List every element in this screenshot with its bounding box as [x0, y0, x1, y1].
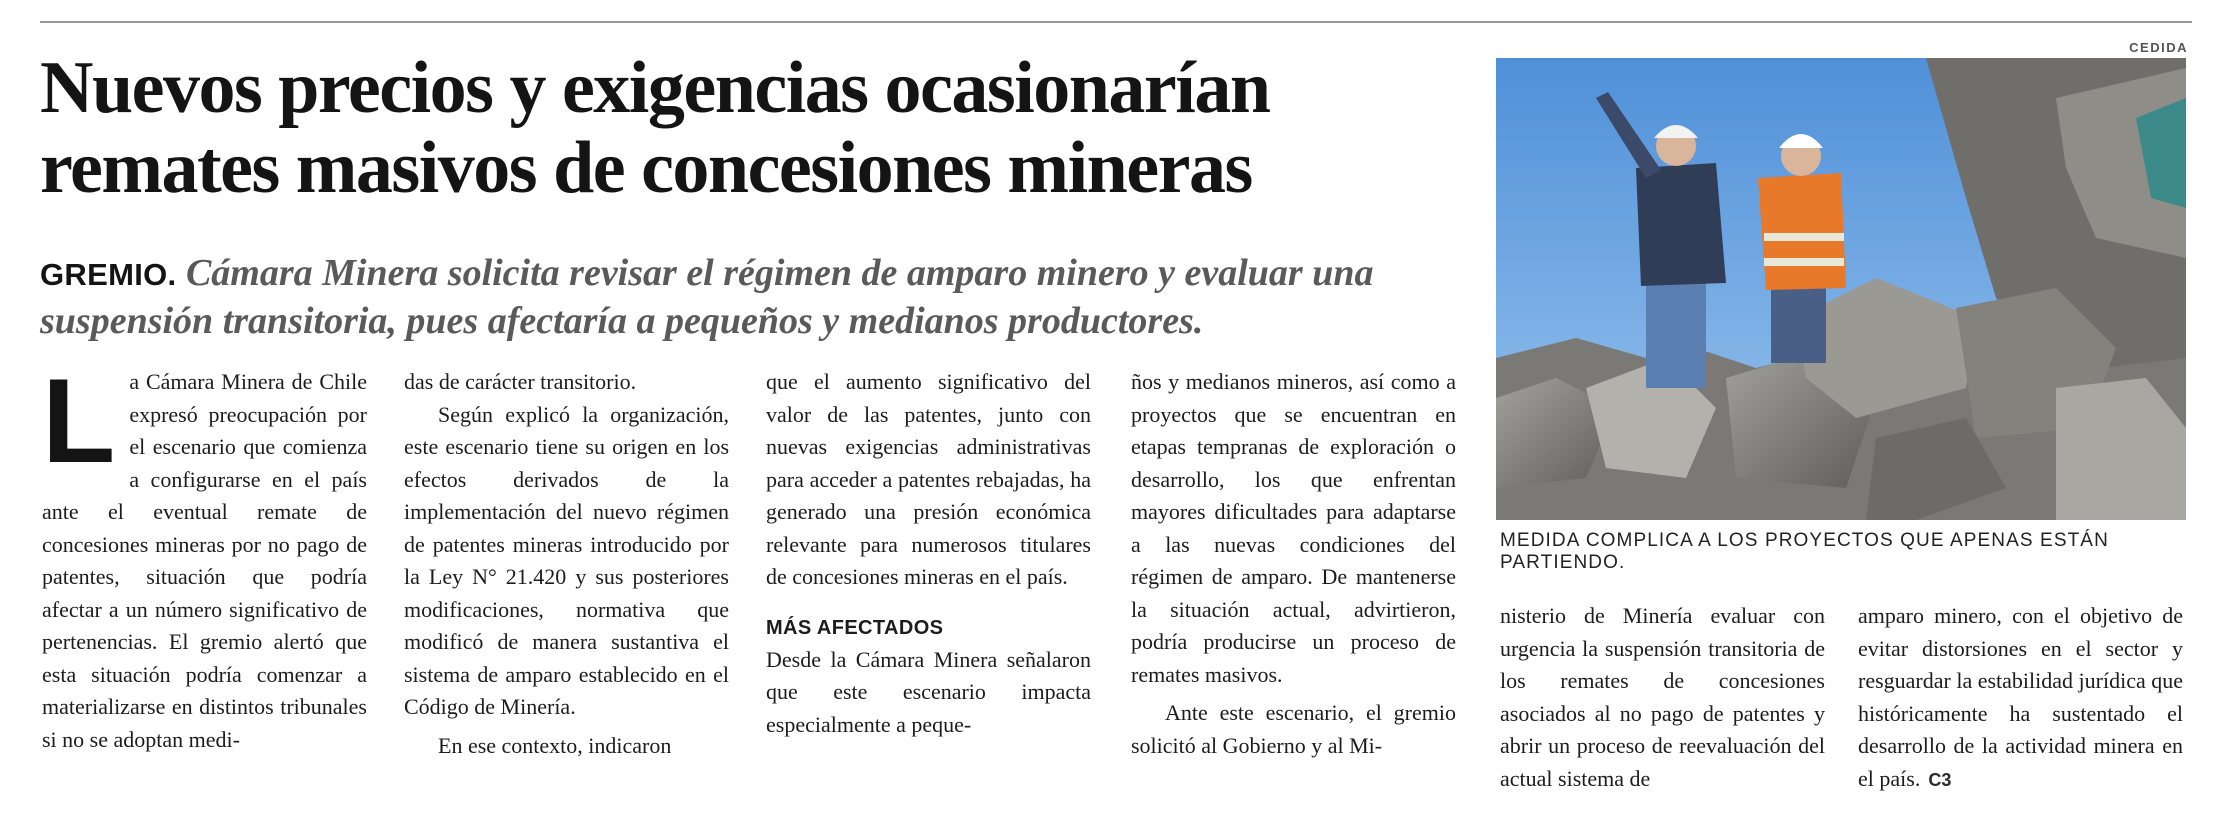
article-photo	[1496, 58, 2186, 520]
deck	[40, 250, 1460, 344]
end-mark: C3	[1928, 769, 1952, 790]
column-3-paragraph-1: que el aumento significativo del valor de las patentes, junto con nuevas exigencias administrativas para acceder a patentes rebajadas, ha generado una presión económica relevante para numerosos titulares de concesiones mineras en el país.	[766, 369, 1091, 589]
column-4	[1131, 366, 1456, 762]
deck-text: Cámara Minera solicita revisar el régimen de amparo minero y evaluar una suspensión transitoria, pues afectaría a pequeños y medianos productores.	[40, 252, 1374, 342]
kicker: GREMIO.	[40, 257, 177, 292]
column-4-paragraph-1: ños y medianos mineros, así como a proyectos que se encuentran en etapas tempranas de exploración o desarrollo, los que enfrentan mayores dificultades para adaptarse a las nuevas condiciones del régimen de amparo. De mantenerse la situación actual, advirtieron, podría producirse un proceso de remates masivos.	[1131, 369, 1456, 687]
photo-credit: CEDIDA	[2129, 40, 2188, 55]
column-1-paragraph: a Cámara Minera de Chile expresó preocupación por el escenario que comienza a configurarse en el país ante el eventual remate de concesiones mineras por no pago de patentes, situación que podría afectar a un número significativo de pertenencias. El gremio alertó que esta situación podría comenzar a materializarse en distintos tribunales si no se adoptan medi-	[42, 369, 367, 752]
column-6-text: amparo minero, con el objetivo de evitar distorsiones en el sector y resguardar la estabilidad jurídica que históricamente ha sustentado el desarrollo de la actividad minera en el país.	[1858, 603, 2183, 791]
headline-line-1: Nuevos precios y exigencias ocasionarían	[40, 47, 1270, 129]
photo-caption: MEDIDA COMPLICA A LOS PROYECTOS QUE APENAS ESTÁN PARTIENDO.	[1500, 530, 2109, 573]
headline-line-2: remates masivos de concesiones mineras	[40, 127, 1252, 209]
column-2	[404, 366, 729, 762]
column-1	[42, 354, 367, 756]
headline	[40, 48, 1450, 208]
column-4-paragraph-2: Ante este escenario, el gremio solicitó al Gobierno y al Mi-	[1131, 700, 1456, 758]
column-3	[766, 366, 1091, 741]
column-5	[1500, 600, 1825, 795]
mining-scene-illustration	[1496, 58, 2186, 520]
column-3-paragraph-2: Desde la Cámara Minera señalaron que este escenario impacta especialmente a peque-	[766, 646, 1091, 737]
subhead: MÁS AFECTADOS	[766, 616, 944, 639]
column-2-paragraph-1: das de carácter transitorio.	[404, 369, 637, 394]
column-2-paragraph-3: En ese contexto, indicaron	[438, 732, 672, 758]
column-5-paragraph: nisterio de Minería evaluar con urgencia la suspensión transitoria de los remates de concesiones asociados al no pago de patentes y abrir un proceso de reevaluación del actual sistema de	[1500, 603, 1825, 791]
drop-cap: L	[42, 354, 116, 488]
column-6	[1858, 600, 2183, 796]
top-rule	[40, 21, 2192, 23]
column-2-paragraph-2: Según explicó la organización, este escenario tiene su origen en los efectos derivados de la implementación del nuevo régimen de patentes mineras introducido por la Ley N° 21.420 y sus posteriores modificaciones, normativa que modificó de manera sustantiva el sistema de amparo establecido en el Código de Minería.	[404, 401, 729, 719]
column-6-paragraph	[1858, 600, 2183, 796]
